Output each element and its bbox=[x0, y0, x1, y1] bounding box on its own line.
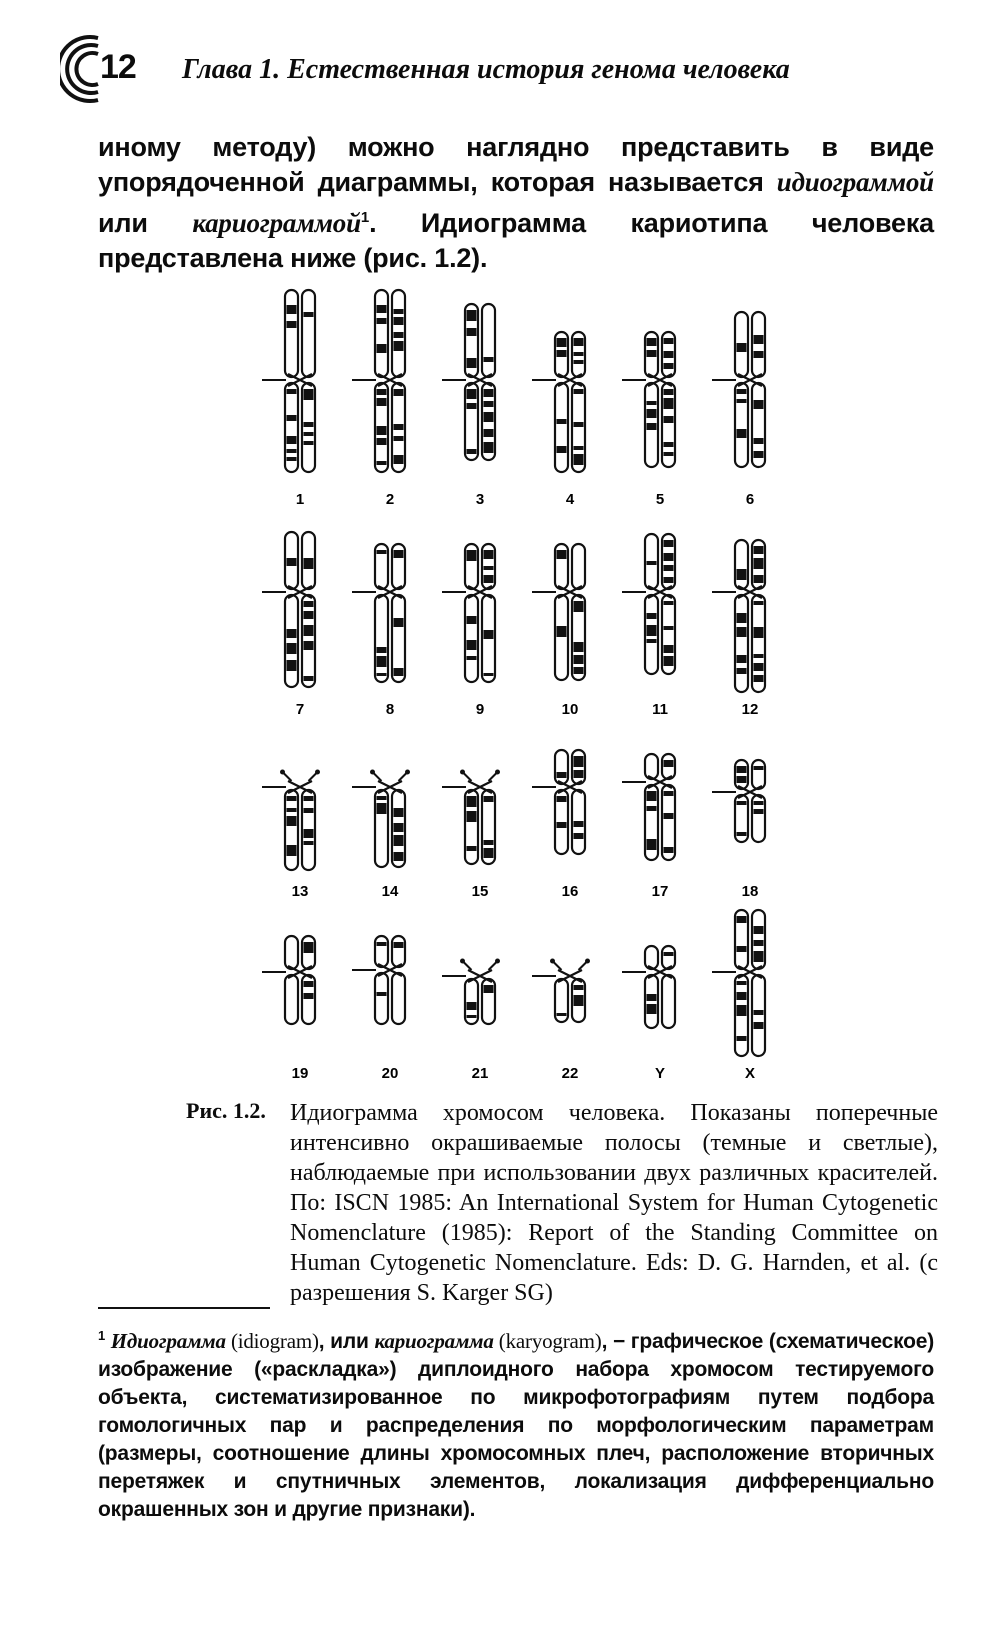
chromosome-8 bbox=[352, 544, 405, 682]
footnote-text: , − графическое (схематическое) изображение («раскладка») диплоидного набора хромосом тестируемого объекта, систематизированное по микрофотографиям путем подбора гомологичных пар и распределения по морфологическим параметрам (размеры, соотношение длины хромосомных плеч, расположение вторичных перетяжек и спутничных элементов, локализация дифференциально окрашенных зон и другие признаки). bbox=[98, 1330, 935, 1521]
chromosome-label: 5 bbox=[655, 491, 665, 508]
chromosome-label: 18 bbox=[741, 883, 759, 900]
footnote-latin-karyogram: (karyogram) bbox=[493, 1329, 602, 1353]
chromosome-label: 15 bbox=[471, 883, 489, 900]
chromosome-label: 21 bbox=[471, 1065, 489, 1082]
chromosome-label: 7 bbox=[295, 701, 305, 718]
chromosome-label: 6 bbox=[745, 491, 755, 508]
chromosome-label: 4 bbox=[565, 491, 575, 508]
footnote bbox=[98, 1322, 934, 1524]
intro-paragraph bbox=[98, 130, 934, 276]
chromosome-1 bbox=[262, 290, 315, 472]
intro-text-end: . Идиограмма кариотипа человека представлена ниже (рис. 1.2). bbox=[98, 208, 934, 273]
page-header bbox=[60, 34, 960, 104]
chromosome-label: 22 bbox=[561, 1065, 579, 1082]
chromosome-7 bbox=[262, 532, 315, 687]
footnote-divider bbox=[98, 1307, 270, 1309]
footnote-term-karyogram: кариограмма bbox=[374, 1329, 494, 1353]
footnote-mark: 1 bbox=[98, 1328, 106, 1343]
chromosome-label: 13 bbox=[291, 883, 309, 900]
chromosome-label: Y bbox=[654, 1065, 666, 1082]
chromosome-21 bbox=[442, 959, 500, 1025]
chromosome-6 bbox=[712, 312, 765, 467]
chromosome-label: 8 bbox=[385, 701, 395, 718]
chromosome-label: 10 bbox=[561, 701, 579, 718]
chromosome-5 bbox=[622, 332, 675, 467]
chromosome-9 bbox=[442, 544, 495, 682]
chromosome-22 bbox=[532, 959, 590, 1023]
chromosome-label: 1 bbox=[295, 491, 305, 508]
chromosome-label: 11 bbox=[652, 701, 668, 718]
term-karyogram: кариограммой bbox=[192, 208, 361, 238]
term-idiogram: идиограммой bbox=[776, 167, 934, 197]
caption-text: Идиограмма хромосом человека. Показаны поперечные интенсивно окрашиваемые полосы (темные и светлые), наблюдаемые при использовании двух различных красителей. По: ISCN 1985: An International System for Human Cytogenetic Nomenclature (1985): Report of the Standing Committee on Human Cytogenetic Nomenclature. Eds: D. G. Harnden, et al. (с разрешения S. Karger SG) bbox=[290, 1100, 938, 1306]
chromosome-label: 14 bbox=[381, 883, 399, 900]
chromosome-label: X bbox=[744, 1065, 756, 1082]
page-number: 12 bbox=[100, 48, 136, 86]
intro-text-start: иному методу) можно наглядно представить в виде упорядоченной диаграммы, которая называется bbox=[98, 132, 934, 197]
chromosome-label: 12 bbox=[741, 701, 759, 718]
chromosome-label: 20 bbox=[381, 1065, 399, 1082]
chromosome-13 bbox=[262, 770, 320, 871]
caption-label: Рис. 1.2. bbox=[186, 1098, 266, 1123]
chromosome-label: 16 bbox=[561, 883, 579, 900]
idiogram-figure bbox=[230, 282, 830, 1102]
intro-connector: или bbox=[98, 208, 193, 238]
chromosome-label: 3 bbox=[475, 491, 485, 508]
chromosome-2 bbox=[352, 290, 405, 472]
idiogram-svg bbox=[230, 282, 830, 1102]
chromosome-label: 19 bbox=[291, 1065, 309, 1082]
chromosome-11 bbox=[622, 534, 675, 674]
footnote-connector: , или bbox=[318, 1330, 375, 1353]
chromosome-label: 2 bbox=[385, 491, 395, 508]
running-head: Глава 1. Естественная история генома человека bbox=[182, 54, 790, 85]
chromosome-19 bbox=[262, 936, 315, 1024]
footnote-term-idiogram: Идиограмма bbox=[110, 1329, 226, 1353]
chromosome-12 bbox=[712, 540, 765, 692]
chromosome-3 bbox=[442, 304, 495, 460]
chromosome-label: 17 bbox=[651, 883, 669, 900]
chromosome-15 bbox=[442, 770, 500, 865]
footnote-latin-idiogram: (idiogram) bbox=[225, 1329, 319, 1353]
chromosome-20 bbox=[352, 936, 405, 1024]
chromosome-17 bbox=[622, 754, 675, 860]
chromosome-10 bbox=[532, 544, 585, 680]
chromosome-18 bbox=[712, 760, 765, 842]
chromosome-16 bbox=[532, 750, 585, 854]
chromosome-x bbox=[712, 910, 765, 1056]
chromosome-14 bbox=[352, 770, 410, 868]
chromosome-label: 9 bbox=[475, 701, 485, 718]
chromosome-4 bbox=[532, 332, 585, 472]
footnote-reference[interactable]: 1 bbox=[360, 209, 370, 226]
chromosome-y bbox=[622, 946, 675, 1028]
